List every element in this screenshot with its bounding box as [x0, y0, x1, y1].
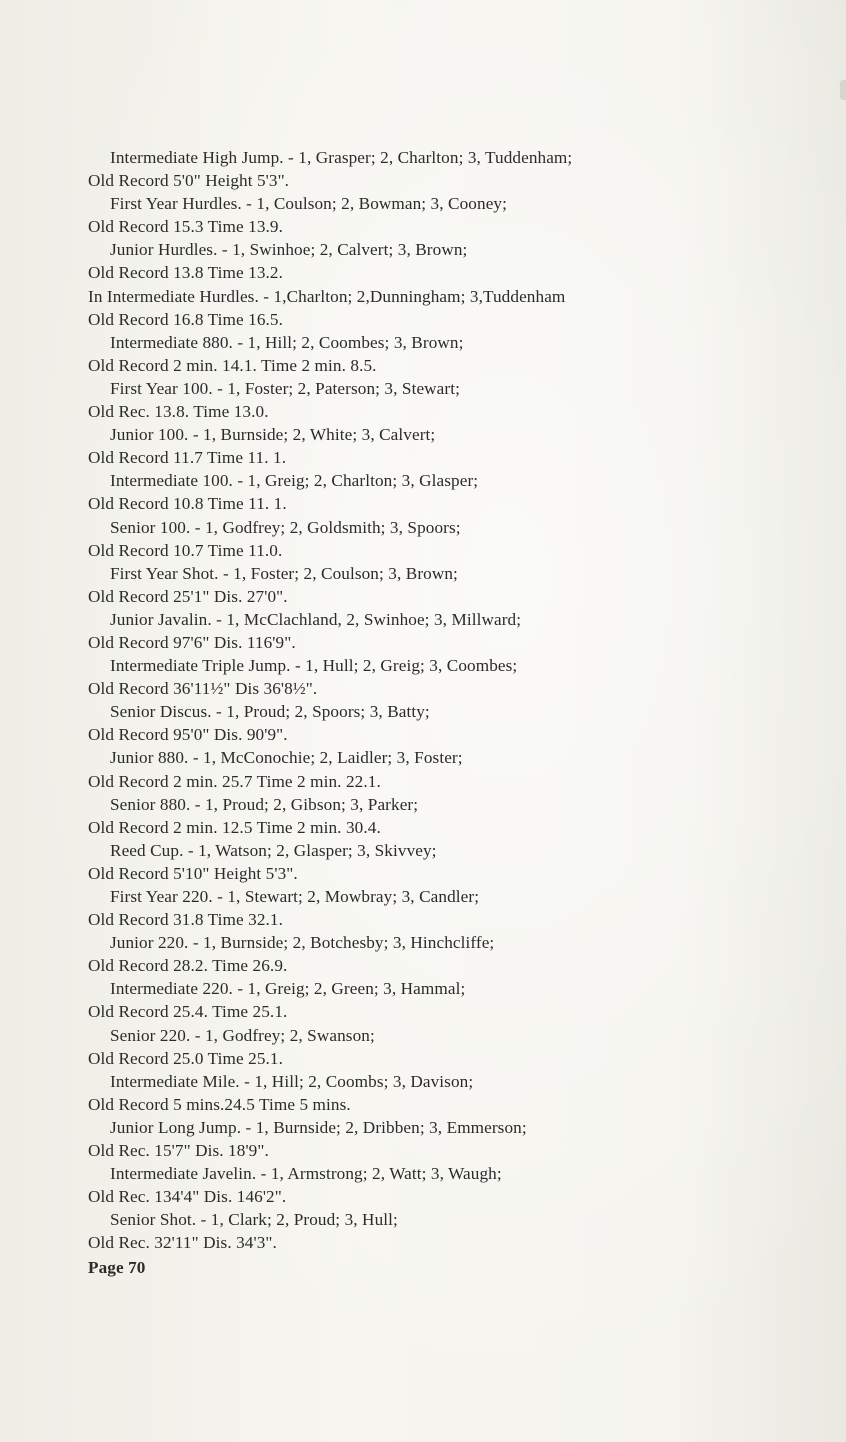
event-line: Junior Javalin. - 1, McClachland, 2, Swinhoe; 3, Millward;	[110, 609, 522, 629]
record-line: Old Record 97'6" Dis. 116'9".	[88, 632, 296, 652]
record-line: Old Record 10.8 Time 11. 1.	[88, 494, 287, 514]
event-line: Senior 880. - 1, Proud; 2, Gibson; 3, Parker;	[110, 794, 419, 814]
record-line: Old Record 5'10" Height 5'3".	[88, 863, 298, 883]
page-number: Page 70	[88, 1257, 146, 1277]
event-line: First Year Hurdles. - 1, Coulson; 2, Bowman; 3, Cooney;	[110, 194, 507, 214]
event-line: Intermediate Mile. - 1, Hill; 2, Coombs; 3, Davison;	[110, 1071, 474, 1091]
event-line: Senior Discus. - 1, Proud; 2, Spoors; 3, Batty;	[110, 702, 430, 722]
event-line: Junior Hurdles. - 1, Swinhoe; 2, Calvert; 3, Brown;	[110, 240, 468, 260]
event-line: Senior 220. - 1, Godfrey; 2, Swanson;	[110, 1025, 375, 1045]
event-line: Senior Shot. - 1, Clark; 2, Proud; 3, Hull;	[110, 1210, 398, 1230]
record-line: Old Record 25'1" Dis. 27'0".	[88, 586, 288, 606]
event-line: Intermediate Javelin. - 1, Armstrong; 2, Watt; 3, Waugh;	[110, 1164, 502, 1184]
record-line: Old Record 36'11½" Dis 36'8½".	[88, 679, 318, 699]
event-line: Intermediate High Jump. - 1, Grasper; 2, Charlton; 3, Tuddenham;	[110, 148, 573, 167]
record-line: Old Record 5'0" Height 5'3".	[88, 171, 290, 191]
record-line: Old Rec. 32'11" Dis. 34'3".	[88, 1233, 277, 1253]
record-line: Old Record 10.7 Time 11.0.	[88, 540, 283, 560]
record-line: Old Record 25.4. Time 25.1.	[88, 1002, 288, 1022]
record-line: Old Record 2 min. 12.5 Time 2 min. 30.4.	[88, 817, 381, 837]
event-line: Intermediate Triple Jump. - 1, Hull; 2, Greig; 3, Coombes;	[110, 656, 518, 676]
record-line: Old Rec. 15'7" Dis. 18'9".	[88, 1141, 269, 1161]
event-line: First Year 220. - 1, Stewart; 2, Mowbray; 3, Candler;	[110, 887, 480, 906]
record-line: Old Record 31.8 Time 32.1.	[88, 910, 284, 930]
event-line: Junior 880. - 1, McConochie; 2, Laidler; 3, Foster;	[110, 748, 463, 768]
event-line: Intermediate 100. - 1, Greig; 2, Charlton; 3, Glasper;	[110, 471, 479, 491]
record-line: Old Record 2 min. 14.1. Time 2 min. 8.5.	[88, 355, 377, 375]
record-line: Old Record 11.7 Time 11. 1.	[88, 448, 287, 468]
event-line: Junior 220. - 1, Burnside; 2, Botchesby; 3, Hinchcliffe;	[110, 933, 495, 953]
record-line: Old Rec. 13.8. Time 13.0.	[88, 402, 269, 422]
record-line: Old Rec. 134'4" Dis. 146'2".	[88, 1187, 287, 1207]
record-line: Old Record 5 mins.24.5 Time 5 mins.	[88, 1094, 351, 1114]
event-line: Senior 100. - 1, Godfrey; 2, Goldsmith; 3, Spoors;	[110, 517, 461, 537]
record-line: Old Record 15.3 Time 13.9.	[88, 217, 284, 237]
event-line: First Year 100. - 1, Foster; 2, Paterson; 3, Stewart;	[110, 378, 460, 398]
event-line: Intermediate 880. - 1, Hill; 2, Coombes; 3, Brown;	[110, 332, 464, 352]
record-line: Old Record 16.8 Time 16.5.	[88, 309, 284, 329]
event-line: Intermediate 220. - 1, Greig; 2, Green; 3, Hammal;	[110, 979, 466, 999]
event-line: Junior 100. - 1, Burnside; 2, White; 3, Calvert;	[110, 425, 436, 445]
event-line: Reed Cup. - 1, Watson; 2, Glasper; 3, Skivvey;	[110, 840, 437, 860]
page-edge-mark	[840, 80, 846, 100]
results-text	[88, 146, 788, 1279]
record-line: Old Record 2 min. 25.7 Time 2 min. 22.1.	[88, 771, 381, 791]
record-line: Old Record 28.2. Time 26.9.	[88, 956, 288, 976]
event-line: In Intermediate Hurdles. - 1,Charlton; 2,Dunningham; 3,Tuddenham	[88, 286, 566, 306]
event-line: Junior Long Jump. - 1, Burnside; 2, Dribben; 3, Emmerson;	[110, 1117, 527, 1137]
record-line: Old Record 13.8 Time 13.2.	[88, 263, 284, 283]
event-line: First Year Shot. - 1, Foster; 2, Coulson; 3, Brown;	[110, 563, 458, 583]
record-line: Old Record 95'0" Dis. 90'9".	[88, 725, 288, 745]
record-line: Old Record 25.0 Time 25.1.	[88, 1048, 284, 1068]
